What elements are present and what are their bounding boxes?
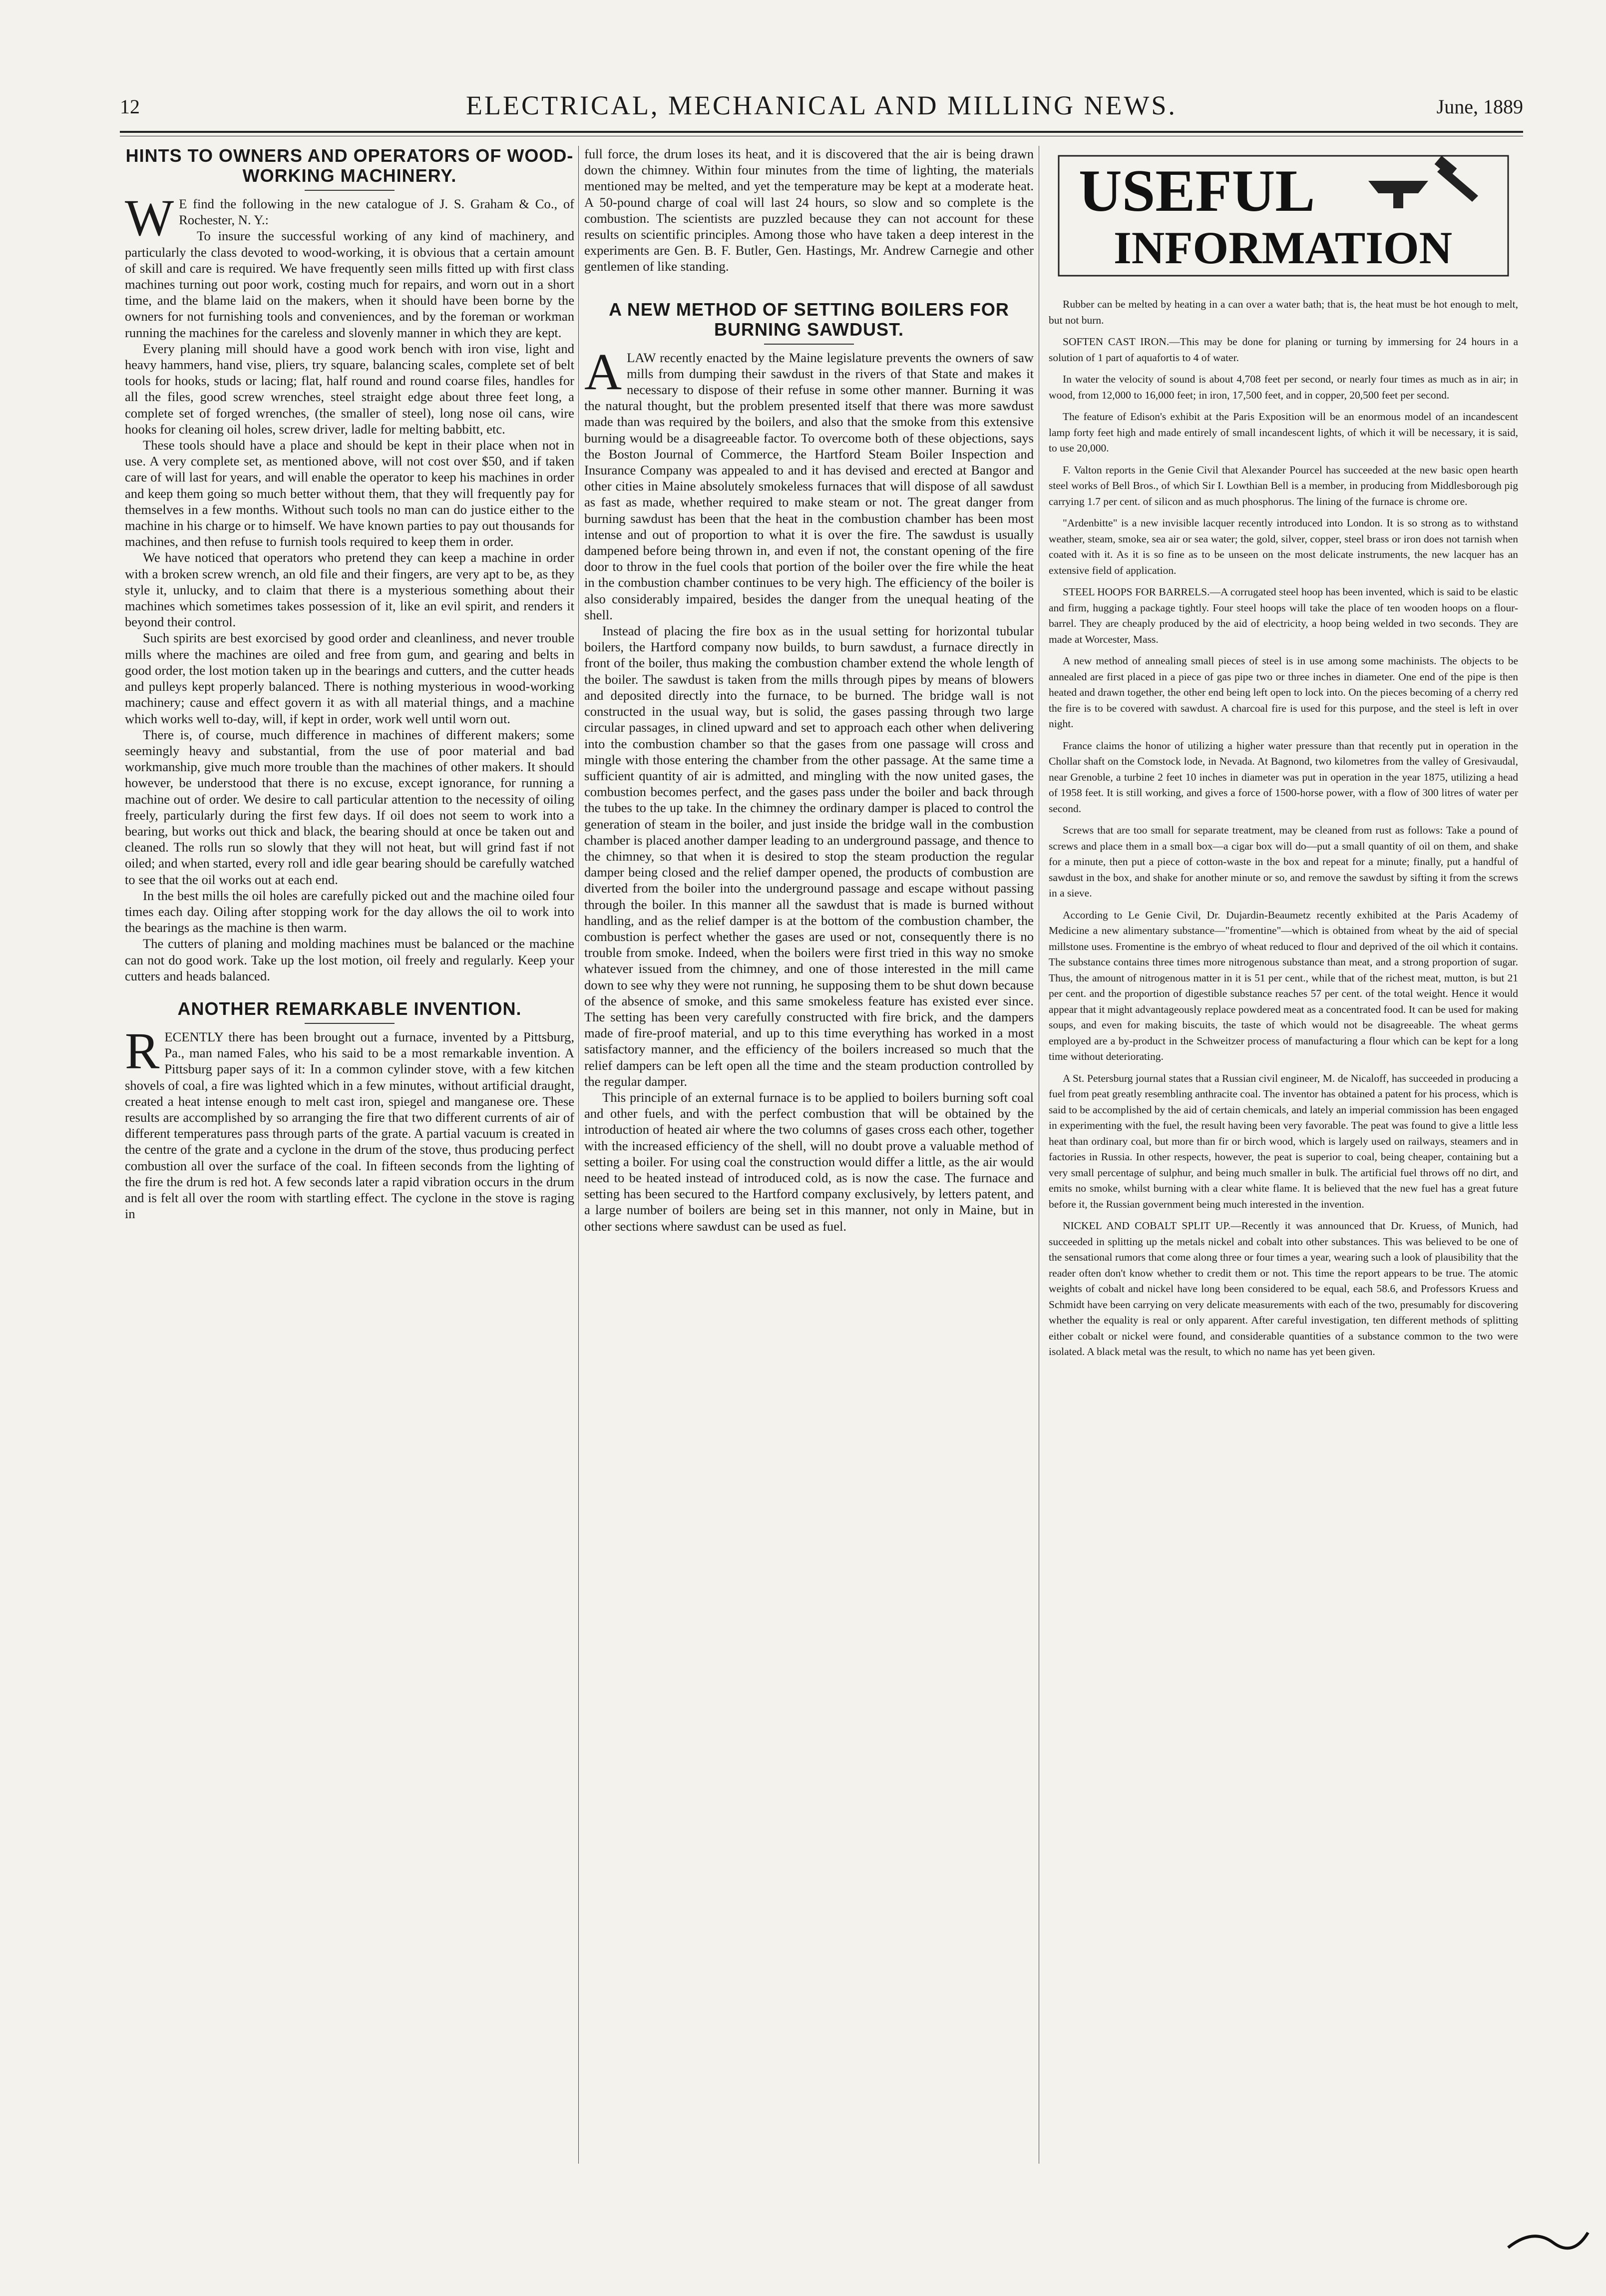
article-paragraph: In the best mills the oil holes are carefully picked out and the machine oiled four times each day. Oiling after stopping work for the day allows the oil to work into the bearings as the machine is then warm. [125,888,574,935]
article-paragraph: There is, of course, much difference in machines of different makers; some seemingly heavy and substantial, from the use of poor material and bad workmanship, give much more trouble than the machines of other makers. It should however, be understood that there is no excuse, except ignorance, for running a machine out of order. We desire to call particular attention to the necessity of oiling freely, particularly during the first few days. If oil does not seem to work into a bearing, but works out thick and black, the bearing should at once be taken out and cleaned. The rolls run so slowly that they will not heat, but will grind fast if not oiled; and when started, every roll and idle gear bearing should be carefully watched to see that the oil works out at each end. [125,727,574,887]
article-paragraph: We have noticed that operators who pretend they can keep a machine in order with a broken screw wrench, an old file and their fingers, are very apt to be, as they style it, unlucky, and to claim that there is a mysterious something about their machines which sometimes takes possession of it, like an evil spirit, and renders it beyond their control. [125,550,574,630]
article-paragraph: The cutters of planing and molding machines must be balanced or the machine can not do good work. Take up the lost motion, oil freely and regularly. Keep your cutters and heads balanced. [125,936,574,983]
information-item: F. Valton reports in the Genie Civil that Alexander Pourcel has succeeded at the new basic open hearth steel works of Bell Bros., of which Sir I. Lowthian Bell is a member, in producing from Middlesborough pig carrying 1.7 per cent. of silicon and as much phosphorus. The lining of the furnace is chrome ore. [1049,463,1518,507]
information-item: STEEL HOOPS FOR BARRELS.—A corrugated steel hoop has been invented, which is said to be elastic and firm, hugging a package tightly. Four steel hoops will take the place of ten wooden hoops on a flour-barrel. They are cheaply produced by the aid of electricity, a hoop being welded in two seconds. They are made at Worcester, Mass. [1049,586,1518,645]
drop-cap: W [125,189,174,247]
column-divider [578,146,579,2164]
information-item: A St. Petersburg journal states that a Russian civil engineer, M. de Nicaloff, has succeeded in producing a fuel from peat greatly resembling anthracite coal. The inventor has obtained a patent for his process, which is said to be accomplished by the aid of certain chemicals, and lately an imperial commission has been engaged in experimenting with the fuel, the result having been very favorable. The peat was found to give a little less heat than ordinary coal, but more than fir or birch wood, which is largely used on railways, steamers and in factories in Russia. In other respects, however, the peat is superior to coal, being cheaper, containing but a very small percentage of sulphur, and being much smaller in bulk. The artificial fuel throws off no dirt, and emits no smoke, whilst burning with a clear white flame. It is believed that the new fuel has a great future before it, the Russian government being much interested in the invention. [1049,1072,1518,1210]
corner-mark [1503,2218,1593,2258]
article-headline: HINTS TO OWNERS AND OPERATORS OF WOOD-WORKING MACHINERY. [125,145,574,186]
header-rule [120,131,1523,133]
article-headline: ANOTHER REMARKABLE INVENTION. [177,998,522,1019]
publication-title: ELECTRICAL, MECHANICAL AND MILLING NEWS. [466,90,1177,120]
article-paragraph: Such spirits are best exorcised by good order and cleanliness, and never trouble mills where the machines are oiled and free from gum, and gearing and belts in good order, the lost motion taken up in the bearings and cutters, and the cutter heads and pulleys kept properly balanced. There is nothing mysterious in wood-working machinery; cause and effect govern it as with all material things, and a machine which works well to-day, will, if kept in order, work well until worn out. [125,630,574,726]
information-item: The feature of Edison's exhibit at the Paris Exposition will be an enormous model of an incandescent lamp forty feet high and made entirely of small incandescent lights, of which it will be necessary, it is said, to use 20,000. [1049,411,1518,454]
information-item: "Ardenbitte" is a new invisible lacquer recently introduced into London. It is so strong as to withstand weather, steam, smoke, sea air or sea water; the gold, silver, copper, steel brass or iron does not tarnish when coated with it. As it is so fine as to be unseen on the most delicate instruments, the new lacquer has an extensive field of application. [1049,517,1518,576]
information-item: According to Le Genie Civil, Dr. Dujardin-Beaumetz recently exhibited at the Paris Academy of Medicine a new alimentary substance—"fromentine"—which is obtained from wheat by the aid of special millstone uses. Fromentine is the embryo of wheat reduced to flour and deprived of the oil which it contains. The substance contains three times more nitrogenous substance than meat, and a strong proportion of sugar. Thus, the amount of nitrogenous matter in it is 51 per cent., while that of the richest meat, mutton, is but 21 per cent. and the proportion of digestible substance reaches 57 per cent. of the total weight. Hence it would appear that it might advantageously replace powdered meat as a concentrated food. It can be used for making soups, and even for making biscuits, the taste of which would not be disagreeable. The wheat germs employed are a by-product in the Schweitzer process of manufacturing a flour which can be kept for a long time without deteriorating. [1049,909,1518,1062]
column-2 [584,146,1034,1234]
article-paragraph: ALAW recently enacted by the Maine legislature prevents the owners of saw mills from dumping their sawdust in the rivers of that State and makes it necessary to dispose of their refuse in some other manner. Burning it was the natural thought, but the problem presented itself that there was more sawdust made than was required by the boilers, and also that the smoke from this extensive burning would be a disagreeable factor. To overcome both of these objections, says the Boston Journal of Commerce, the Hartford Steam Boiler Inspection and Insurance Company was appealed to and it has devised and erected at Bangor and other cities in Maine absolutely smokeless furnaces that will dispose of all sawdust as fast as made, whether required to make steam or not. The great danger from burning sawdust has been that the heat in the combustion chamber has been most intense and out of proportion to what it is over the fire. The sawdust is usually dampened before being thrown in, and even if not, the constant opening of the fire door to throw in the fuel cools that portion of the boiler over the fire while the heat in the combustion chamber continues to be very high. The efficiency of the boiler is also considerably impaired, besides the danger from the unequal heating of the shell. [584,343,1034,622]
banner-line-1: USEFUL [1079,157,1315,224]
page-number: 12 [120,95,140,118]
page-header [120,90,1523,130]
information-item: Screws that are too small for separate treatment, may be cleaned from rust as follows: Take a pound of screws and place them in a small box—a cigar box will do—put a small quantity of oil on them, and shake for a minute, then put a piece of cotton-waste in the box and repeat for a minute; finally, put a handful of sawdust in the box, and shake for another minute or so, and remove the sawdust by sifting it from the screws in a sieve. [1049,824,1518,899]
information-item: Rubber can be melted by heating in a can over a water bath; that is, the heat must be hot enough to melt, but not burn. [1049,298,1518,326]
information-item: France claims the honor of utilizing a higher water pressure than that recently put in operation in the Chollar shaft on the Comstock lode, in Nevada. At Bagnond, two kilometres from the valley of Gresivaudal, near Grenoble, a turbine 2 feet 10 inches in diameter was put in operation in the year 1875, utilizing a head of 1958 feet. It is still working, and gives a force of 1500-horse power, with a flow of 300 litres of water per second. [1049,739,1518,815]
headline-rule [305,1023,395,1024]
article-paragraph: These tools should have a place and should be kept in their place when not in use. A very complete set, as mentioned above, will not cost over $50, and if taken care of will last for years, and will enable the operator to keep his machines in order and keep them going so much better without them, that they will frequently pay for themselves in a few months. Without such tools no man can do justice either to the machine in his charge or to himself. We have known parties to pay out thousands for machines, and then refuse to furnish tools required to keep them in order. [125,438,574,549]
article-paragraph: W E find the following in the new catalogue of J. S. Graham & Co., of Rochester, N. Y.: [125,189,574,247]
information-item: In water the velocity of sound is about 4,708 feet per second, or nearly four times as much as in air; in wood, from 12,000 to 16,000 feet; in iron, 17,500 feet, and in copper, 20,500 feet per second. [1049,373,1518,401]
column-3 [1049,146,1518,1366]
information-item: NICKEL AND COBALT SPLIT UP.—Recently it was announced that Dr. Kruess, of Munich, had succeeded in splitting up the metals nickel and cobalt into other substances. This was believed to be one of the sensational rumors that come along three or four times a year, wearing such a look of plausibility that the reader often don't know whether to credit them or not. This time the report appears to be true. The atomic weights of cobalt and nickel have long been considered to be equal, each 58.6, and Professors Kruess and Schmidt have been carrying on very delicate measurements with each of the two, presumably for discovering whether the equality is real or only apparent. After careful investigation, ten different methods of splitting either cobalt or nickel were found, and considerable quantities of a substance common to the two were isolated. A black metal was the result, to which no name has yet been given. [1049,1220,1518,1358]
article-paragraph: RECENTLY there has been brought out a furnace, invented by a Pittsburg, Pa., man named Fales, who his said to be a most remarkable invention. A Pittsburg paper says of it: In a common cylinder stove, with a few kitchen shovels of coal, a fire was lighted which in a few minutes, without artificial draught, created a heat intense enough to melt cast iron, spiegel and manganese ore. These results are accomplished by so arranging the fire that two different currents of air of different temperatures pass through parts of the grate. A partial vacuum is created in the centre of the grate and a cyclone in the drum of the stove, thus producing perfect combustion all over the surface of the coal. In fifteen seconds from the lighting of the fire the drum is red hot. A few seconds later a rapid vibration occurs in the drum and is felt all over the room with startling effect. The cyclone in the stove is raging in [125,1022,574,1222]
information-item: A new method of annealing small pieces of steel is in use among some machinists. The objects to be annealed are first placed in a piece of gas pipe two or three inches in diameter. One end of the pipe is then heated and drawn together, the other end being left open to lock into. On the pieces becoming of a cherry red the fire is to be covered with sawdust. A charcoal fire is used for this purpose, and the steel is left in over night. [1049,655,1518,730]
information-items [1049,297,1518,1360]
banner-art [1049,146,1518,286]
article-paragraph: Instead of placing the fire box as in the usual setting for horizontal tubular boilers, the Hartford company now builds, to burn sawdust, a furnace directly in front of the boiler, thus making the combustion chamber extend the whole length of the boiler. The sawdust is taken from the mills through pipes by means of blowers and deposited directly into the furnace, to be burned. The bridge wall is not constructed in the usual way, but is solid, the gases passing through two large circular passages, in clined upward and set to approach each other when delivering into the combustion chamber so that the gases from one passage will cross and mingle with those entering the chamber from the other passage. At the same time a sufficient quantity of air is admitted, and mingling with the now united gases, the combustion becomes perfect, and the gases pass under the boiler and back through the tubes to the up take. In the chimney the ordinary damper is placed to control the generation of steam in the boiler, and just inside the bridge wall in the combustion chamber is placed another damper leading to an underground passage, and thence to the chimney, so that when it is desired to stop the steam production the regular damper being closed and the relief damper opened, the products of combustion are diverted from the boiler into the underground passage and escape without passing through the boiler. In this manner all the sawdust that is made is burned without handling, and as the relief damper is at the bottom of the combustion chamber, the combustion is perfect whether the gases are used or not, consequently there is no trouble from smoke. Indeed, when the boilers were first tried in this way no smoke whatever issued from the chimney, and one of those interested in the mill came down to see why they were not running, he supposing them to be shut down because of the absence of smoke, and this same smokeless feature has existed ever since. The setting has been very carefully constructed with fire brick, and the dampers made of fire-proof material, and up to this time everything has worked in a most satisfactory manner, and the efficiency of the boilers increased so much that the relief dampers can be left open all the time and the steam production controlled by the regular damper. [584,623,1034,1089]
article-paragraph: Every planing mill should have a good work bench with iron vise, light and heavy hammers, hand vise, pliers, try square, balancing scales, complete set of belt tools for hooks, studs or lacing; flat, half round and round coarse files, handles for all the files, good screw wrenches, steel straight edge about three feet long, a complete set of forged wrenches, (the smaller of steel), long nose oil cans, wire hooks for cleaning oil holes, screw driver, ladle for melting babbitt, etc. [125,341,574,437]
article-paragraph: To insure the successful working of any kind of machinery, and particularly the class devoted to wood-working, it is obvious that a certain amount of skill and care is required. We have frequently seen mills fitted up with first class machines turning out poor work, costing much for repairs, and worn out in a short time, and the blame laid on the makers, when it should have been borne by the owners for not furnishing tools and conveniences, and by the foreman or workman running the machines for the careless and slovenly manner in which they are kept. [125,228,574,340]
drop-cap: R [125,1022,160,1080]
drop-cap: A [584,343,622,401]
headline-rule [764,344,854,345]
column-1 [125,146,574,1222]
article-headline: A NEW METHOD OF SETTING BOILERS FOR BURNING SAWDUST. [609,299,1009,340]
article-paragraph: full force, the drum loses its heat, and it is discovered that the air is being drawn down the chimney. Within four minutes from the time of lighting, the materials mentioned may be melted, and yet the temperature may be kept at a moderate heat. A 50-pound charge of coal will last 24 hours, so slow and so complete is the combustion. The scientists are puzzled because they can not account for these results on scientific principles. Among those who have taken a deep interest in the experiments are Gen. B. F. Butler, Gen. Hastings, Mr. Andrew Carnegie and other gentlemen of like standing. [584,146,1034,274]
information-item: SOFTEN CAST IRON.—This may be done for planing or turning by immersing for 24 hours in a solution of 1 part of aquafortis to 4 of water. [1049,336,1518,364]
article-paragraph: This principle of an external furnace is to be applied to boilers burning soft coal and other fuels, and with the perfect combustion that will be obtained by the introduction of heated air where the two columns of gases cross each other, together with the increased efficiency of the shell, will no doubt prove a valuable method of setting a boiler. For using coal the construction would differ a little, as the air would need to be heated instead of introduced cold, as is now the case. The furnace and setting has been secured to the Hartford company exclusively, by letters patent, and a large number of boilers are being set in this manner, not only in Maine, but in other sections where sawdust can be used as fuel. [584,1089,1034,1234]
useful-information-banner [1049,146,1518,286]
issue-date: June, 1889 [1436,95,1523,118]
banner-line-2: INFORMATION [1114,222,1453,273]
headline-rule [305,190,395,191]
